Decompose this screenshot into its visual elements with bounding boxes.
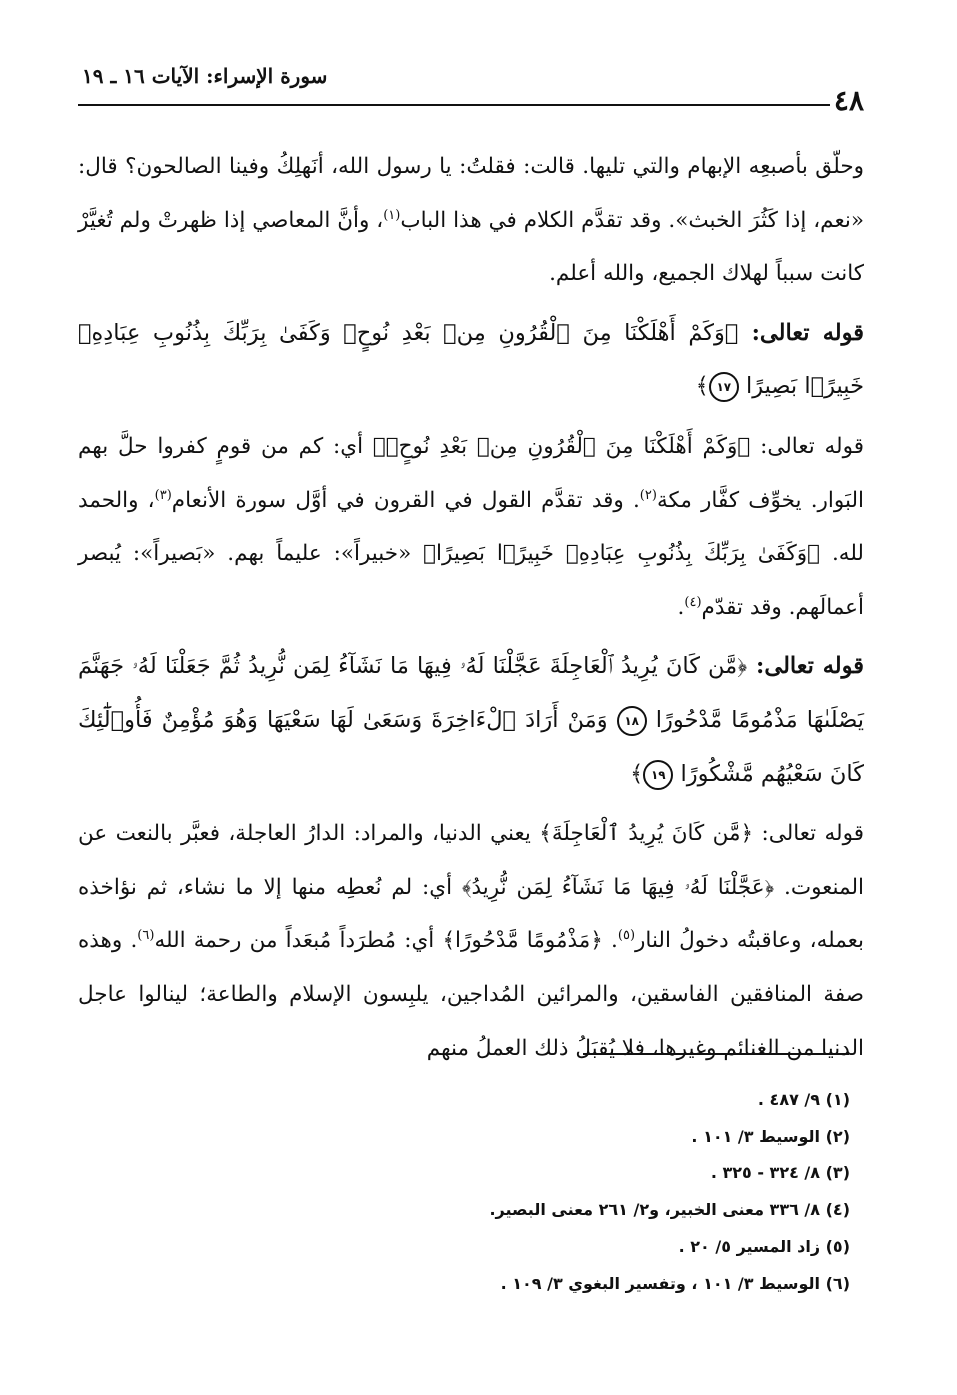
footnote: (٦) الوسيط ٣/ ١٠١ ، وتفسير البغوي ٣/ ١٠٩ . — [500, 1273, 850, 1293]
verse-lead: قوله تعالى: — [747, 653, 864, 680]
footnote: (٥) زاد المسير ٥/ ٢٠ . — [678, 1236, 850, 1256]
footnote-ref-2: (٢) — [639, 487, 657, 503]
quran-quote: ﴿وَكَمْ أَهْلَكْنَا مِنَ ٱلْقُرُونِ مِنۢ بَعْدِ نُوحٍۗ﴾ — [372, 433, 751, 459]
verse-number-marker: ١٧ — [709, 372, 739, 402]
footnote-ref-5: (٥) — [617, 928, 636, 944]
paragraph-3: قوله تعالى: ﴿مَّن كَانَ يُرِيدُ ٱلْعَاجِلَةَ﴾ يعني الدنيا، والمراد: الدارُ العاجلة، فعبَّر بالنعت عن المنعوت. ﴿عَجَّلْنَا لَهُۥ فِيهَا مَا نَشَآءُ لِمَن نُّرِيدُ﴾ أي: لم نُعطِه منها إلا ما نشاء، ثم نؤاخذه بعمله، وعاقبتُه دخولُ النار$^{(٥)}$. ﴿مَذْمُومًا مَّدْحُورًا﴾ أي: مُطرَداً مُبعَداً من رحمة الله$^{(٦)}$. وهذه صفة المنافقين الفاسقين، والمرائين المُداجين، يلبِسون الإسلام والطاعة؛ لينالوا عاجل الدنيا من الغنائم وغيرها، فلا يُقبَلُ ذلك العملُ منهم — [78, 821, 864, 1061]
footnote-ref-6: (٦) — [137, 928, 155, 944]
paragraph-1: وحلّق بأصبعِه الإبهام والتي تليها. قالت: فقلتُ: يا رسول الله، أنَهلِكُ وفينا الصالحون؟ قال: «نعم، إذا كَثُرَ الخبث». وقد تقدَّم الكلام في هذا الباب$^{(١)}$، وأنَّ المعاصي إذا ظهرتْ ولم تُغيَّرْ كانت سبباً لهلاك الجميع، والله أعلم. — [78, 154, 864, 287]
footnote-rule — [583, 1053, 849, 1055]
quran-quote: ﴿مَذْمُومًا مَّدْحُورًا﴾ — [442, 928, 603, 954]
footnote: (٢) الوسيط ٣/ ١٠١ . — [691, 1126, 850, 1146]
footnote-ref-4: (٤) — [684, 594, 702, 610]
footnotes — [300, 1082, 850, 1302]
verse-heading-17: قوله تعالى: ﴿وَكَمْ أَهْلَكْنَا مِنَ ٱلْقُرُونِ مِنۢ بَعْدِ نُوحٍۗ وَكَفَىٰ بِرَبِّكَ بِذُنُوبِ عِبَادِهِۦ خَبِيرًۢا بَصِيرًا ١٧﴾ — [78, 307, 864, 414]
paragraph-2: قوله تعالى: ﴿وَكَمْ أَهْلَكْنَا مِنَ ٱلْقُرُونِ مِنۢ بَعْدِ نُوحٍۗ﴾ أي: كم من قومٍ كفروا حلَّ بهم البَوار. يخوِّف كفَّار مكة$^{(٢)}$. وقد تقدَّم القول في القرون في أوَّل سورة الأنعام$^{(٣)}$، والحمد لله. ﴿وَكَفَىٰ بِرَبِّكَ بِذُنُوبِ عِبَادِهِۦ خَبِيرًۢا بَصِيرًا﴾ «خبيراً»: عليماً بهم. «بَصيراً»: يُبصر أعمالَهم. وقد تقدّم$^{(٤)}$. — [78, 433, 865, 620]
verse-heading-18-19: قوله تعالى: ﴿مَّن كَانَ يُرِيدُ ٱلْعَاجِلَةَ عَجَّلْنَا لَهُۥ فِيهَا مَا نَشَآءُ لِمَن نُّرِيدُ ثُمَّ جَعَلْنَا لَهُۥ جَهَنَّمَ يَصْلَىٰهَا مَذْمُومًا مَّدْحُورًا ١٨ وَمَنْ أَرَادَ ٱلْءَاخِرَةَ وَسَعَىٰ لَهَا سَعْيَهَا وَهُوَ مُؤْمِنٌ فَأُو۟لَٰٓئِكَ كَانَ سَعْيُهُم مَّشْكُورًا ١٩﴾ — [78, 640, 864, 801]
header-rule — [78, 104, 830, 106]
footnote: (٣) ٨/ ٣٢٤ - ٣٢٥ . — [710, 1163, 850, 1183]
quran-quote: ﴿عَجَّلْنَا لَهُۥ فِيهَا مَا نَشَآءُ لِمَن نُّرِيدُ﴾ — [461, 874, 775, 900]
footnote: (١) ٩/ ٤٨٧ . — [757, 1090, 850, 1109]
quran-verse: وَمَنْ أَرَادَ ٱلْءَاخِرَةَ وَسَعَىٰ لَهَا سَعْيَهَا وَهُوَ مُؤْمِنٌ فَأُو۟لَٰٓئِكَ كَانَ سَعْيُهُم مَّشْكُورًا — [78, 706, 864, 787]
verse-number-marker: ١٨ — [617, 706, 647, 736]
footnote-ref-3: (٣) — [154, 487, 172, 503]
quran-verse: ﴿وَكَمْ أَهْلَكْنَا مِنَ ٱلْقُرُونِ مِنۢ بَعْدِ نُوحٍۗ وَكَفَىٰ بِرَبِّكَ بِذُنُوبِ عِبَادِهِۦ خَبِيرًۢا بَصِيرًا — [78, 319, 864, 400]
page-header — [62, 56, 872, 117]
verse-number-marker: ١٩ — [643, 760, 673, 790]
footnote-ref-1: (١) — [383, 207, 401, 223]
verse-lead: قوله تعالى: — [738, 319, 864, 346]
quran-quote: ﴿مَّن كَانَ يُرِيدُ ٱلْعَاجِلَةَ﴾ — [539, 821, 754, 847]
quran-verse: ﴿مَّن كَانَ يُرِيدُ ٱلْعَاجِلَةَ عَجَّلْنَا لَهُۥ فِيهَا مَا نَشَآءُ لِمَن نُّرِيدُ ثُمَّ جَعَلْنَا لَهُۥ جَهَنَّمَ يَصْلَىٰهَا مَذْمُومًا مَّدْحُورًا — [78, 653, 865, 733]
footnote: (٤) ٨/ ٣٣٦ معنى الخبير، و٢/ ٢٦١ معنى البصير. — [489, 1200, 850, 1220]
running-title: سورة الإسراء: الآيات ١٦ ـ ١٩ — [82, 64, 328, 88]
page-number: ٤٨ — [833, 84, 864, 117]
quran-quote: ﴿وَكَفَىٰ بِرَبِّكَ بِذُنُوبِ عِبَادِهِۦ خَبِيرًۢا بَصِيرًا﴾ — [423, 541, 821, 567]
main-text — [78, 140, 864, 1075]
